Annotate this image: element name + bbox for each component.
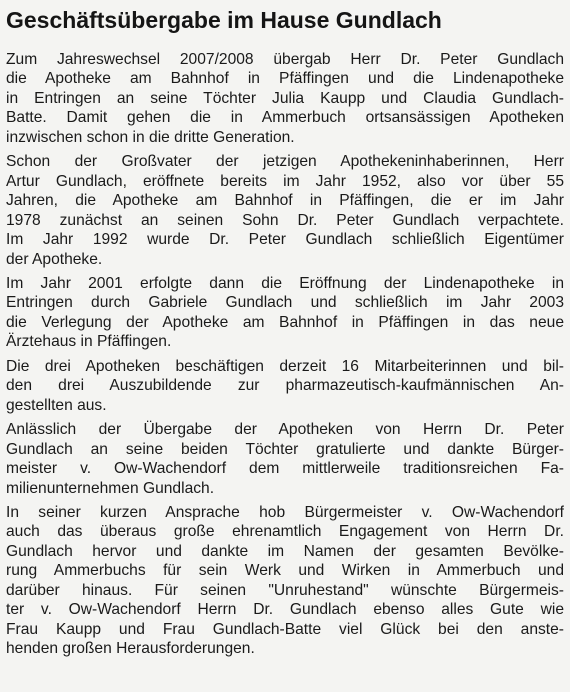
paragraph-line: milienunternehmen Gundlach. [6, 479, 215, 497]
paragraph-line: 1978 zunächst an seinen Sohn Dr. Peter Gundlach verpachtete. [6, 211, 564, 229]
paragraph-line: Batte. Damit gehen die in Ammerbuch ortsansässigen Apotheken [6, 109, 564, 127]
paragraph-line: der Apotheke. [6, 250, 103, 268]
paragraph-line: die Verlegung der Apotheke am Bahnhof in Pfäffingen in das neue [6, 313, 564, 331]
paragraph-line: Frau Kaupp und Frau Gundlach-Batte viel Glück bei den anste- [6, 620, 564, 638]
paragraph-line: Gundlach hervor und dankte im Namen der gesamten Bevölke- [6, 542, 564, 560]
paragraph-line: henden großen Herausforderungen. [6, 640, 255, 658]
paragraph-line: rung Ammerbuchs für sein Werk und Wirken in Ammerbuch und [6, 562, 564, 580]
paragraph-line: Entringen durch Gabriele Gundlach und schließlich im Jahr 2003 [6, 294, 564, 312]
paragraph-line: Im Jahr 2001 erfolgte dann die Eröffnung der Lindenapotheke in [6, 274, 564, 292]
paragraph-line: Gundlach an seine beiden Töchter gratulierte und dankte Bürger- [6, 440, 564, 458]
paragraph-line: auch das überaus große ehrenamtlich Engagement von Herrn Dr. [6, 523, 564, 541]
paragraph-line: In seiner kurzen Ansprache hob Bürgermeister v. Ow-Wachendorf [6, 503, 564, 521]
paragraph-line: inzwischen schon in die dritte Generation. [6, 128, 295, 146]
paragraph-line: gestellten aus. [6, 396, 107, 414]
paragraph-line: in Entringen an seine Töchter Julia Kaupp und Claudia Gundlach- [6, 89, 564, 107]
paragraph-line: Schon der Großvater der jetzigen Apothekeninhaberinnen, Herr [6, 153, 564, 171]
paragraph-line: Artur Gundlach, eröffnete bereits im Jahr 1952, also vor über 55 [6, 172, 564, 190]
paragraph-line: den drei Auszubildende zur pharmazeutisch-kaufmännischen An- [6, 377, 564, 395]
paragraph-line: Im Jahr 1992 wurde Dr. Peter Gundlach schließlich Eigentümer [6, 231, 564, 249]
article-paragraph [6, 152, 564, 269]
paragraph-line: Jahren, die Apotheke am Bahnhof in Pfäffingen, die er im Jahr [6, 192, 564, 210]
paragraph-line: die Apotheke am Bahnhof in Pfäffingen und die Lindenapotheke [6, 70, 564, 88]
paragraph-line: Die drei Apotheken beschäftigen derzeit 16 Mitarbeiterinnen und bil- [6, 357, 564, 375]
article-paragraph [6, 503, 564, 659]
paragraph-line: darüber hinaus. Für seinen "Unruhestand" wünschte Bürgermeis- [6, 581, 564, 599]
paragraph-line: Anlässlich der Übergabe der Apotheken von Herrn Dr. Peter [6, 421, 564, 439]
paragraph-line: Ärztehaus in Pfäffingen. [6, 333, 172, 351]
article-paragraph [6, 357, 564, 415]
article-body [6, 50, 564, 664]
article-title: Geschäftsübergabe im Hause Gundlach [6, 7, 442, 33]
paragraph-line: ter v. Ow-Wachendorf Herrn Dr. Gundlach ebenso alles Gute wie [6, 601, 564, 619]
paragraph-line: meister v. Ow-Wachendorf dem mittlerweile traditionsreichen Fa- [6, 460, 564, 478]
article-paragraph [6, 420, 564, 498]
article-paragraph [6, 274, 564, 352]
article-paragraph [6, 50, 564, 147]
paragraph-line: Zum Jahreswechsel 2007/2008 übergab Herr Dr. Peter Gundlach [6, 51, 564, 68]
